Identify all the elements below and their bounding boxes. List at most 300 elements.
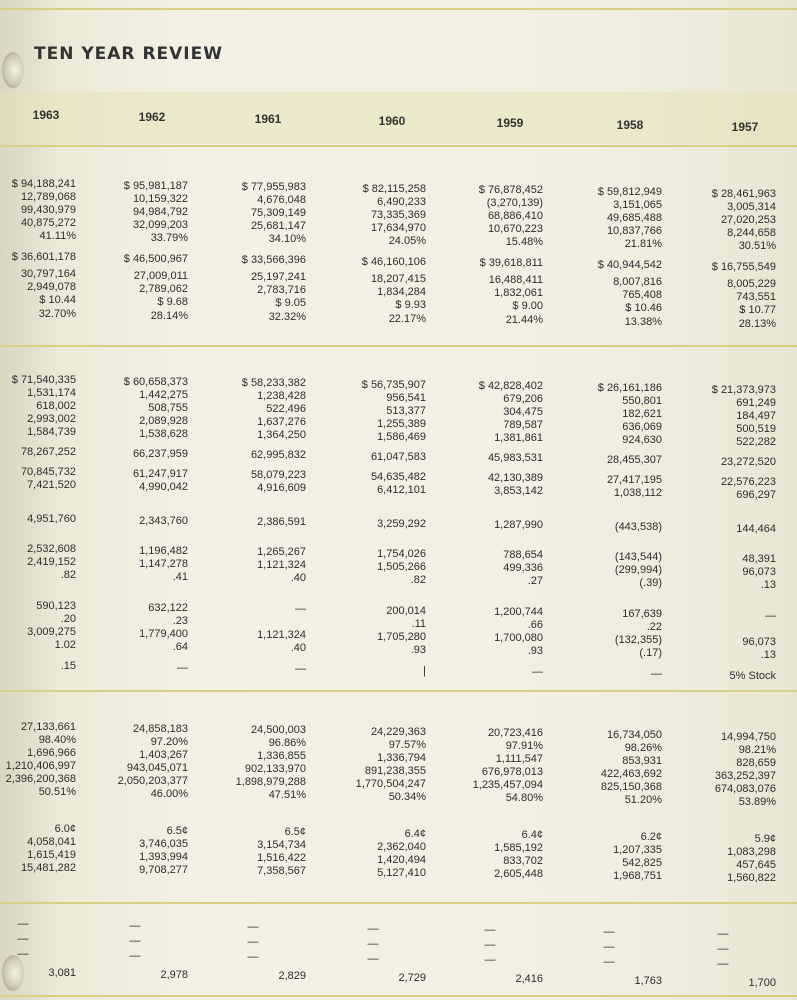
year-header-1958: 1958 xyxy=(616,118,644,132)
cell-1961-s2-3: 1,637,276 xyxy=(257,416,306,429)
cell-1960-s2-13: .11 xyxy=(411,617,426,630)
cell-1960-s2-4: 1,586,469 xyxy=(377,430,426,443)
cell-1958-s2-1: 550,801 xyxy=(622,395,662,407)
rule-2 xyxy=(0,345,797,347)
cell-1958-s1-8: $ 10.46 xyxy=(625,302,662,314)
cell-1962-s3-0: 24,858,183 xyxy=(132,722,188,735)
cell-1957-s1-7: 743,551 xyxy=(736,290,776,303)
cell-1957-s2-0: $ 21,373,973 xyxy=(711,383,776,396)
cell-1957-s2-7: 696,297 xyxy=(736,488,776,501)
cell-1961-s1-8: $ 9.05 xyxy=(275,297,306,310)
cell-1963-s1-2: 99,430,979 xyxy=(20,204,76,216)
binder-hole-top xyxy=(2,52,24,88)
cell-1959-s1-2: 68,886,410 xyxy=(487,210,543,223)
cell-1961-s3-0: 24,500,003 xyxy=(250,724,306,737)
cell-1957-s2-3: 500,519 xyxy=(736,422,776,435)
cell-1961-s1-4: 34.10% xyxy=(268,233,306,246)
cell-1959-s2-12: 1,200,744 xyxy=(494,606,543,619)
cell-1962-s2-16: — xyxy=(177,661,188,674)
cell-1962-s2-0: $ 60,658,373 xyxy=(123,375,188,388)
cell-1957-s3-5: 53.89% xyxy=(738,795,776,808)
cell-1960-s2-10: 1,505,266 xyxy=(377,560,426,573)
cell-1958-s1-9: 13.38% xyxy=(624,316,662,328)
cell-1959-s2-3: 789,587 xyxy=(503,419,543,432)
cell-1962-s3-9: 9,708,277 xyxy=(139,863,188,876)
cell-1963-s3-8: 1,615,419 xyxy=(27,849,76,861)
cell-1960-s2-2: 513,377 xyxy=(386,404,426,417)
cell-1962-s2-11: .41 xyxy=(172,570,188,583)
rule-top xyxy=(0,8,797,10)
cell-1959-s1-7: 1,832,061 xyxy=(494,287,543,300)
cell-1962-s4-2: — xyxy=(129,949,141,962)
cell-1959-s1-8: $ 9.00 xyxy=(512,300,543,313)
cell-1958-s1-4: 21.81% xyxy=(624,238,662,250)
cell-1963-s2-6: 70,845,732 xyxy=(20,466,76,478)
cell-1959-s3-4: 1,235,457,094 xyxy=(472,779,543,792)
cell-1960-s2-15: .93 xyxy=(410,643,426,656)
cell-1961-s2-5: 62,995,832 xyxy=(250,449,306,462)
cell-1963-s4-3: 3,081 xyxy=(48,967,76,979)
cell-1957-s3-7: 1,083,298 xyxy=(727,845,776,858)
cell-1957-s2-6: 22,576,223 xyxy=(720,475,776,488)
cell-1962-s2-6: 61,247,917 xyxy=(132,467,188,480)
rule-1 xyxy=(0,145,797,147)
cell-1957-s3-0: 14,994,750 xyxy=(720,730,776,743)
cell-1963-s2-2: 618,002 xyxy=(36,400,76,412)
cell-1962-s1-1: 10,159,322 xyxy=(132,192,188,205)
cell-1958-s4-3: 1,763 xyxy=(634,975,662,987)
cell-1957-s4-3: 1,700 xyxy=(748,976,776,989)
cell-1963-s4-1: — xyxy=(17,933,29,945)
cell-1961-s4-2: — xyxy=(247,951,259,964)
cell-1960-s1-5: $ 46,160,106 xyxy=(361,255,426,268)
cell-1963-s4-0: — xyxy=(17,918,29,930)
cell-1961-s4-3: 2,829 xyxy=(278,970,306,983)
cell-1963-s3-2: 1,696,966 xyxy=(27,747,76,759)
cell-1960-s1-2: 73,335,369 xyxy=(370,208,426,221)
cell-1957-s4-1: — xyxy=(717,942,729,955)
cell-1962-s1-9: 28.14% xyxy=(150,309,188,322)
cell-1958-s3-9: 1,968,751 xyxy=(613,870,662,882)
cell-1961-s3-6: 6.5¢ xyxy=(284,826,306,839)
cell-1961-s2-11: .40 xyxy=(290,572,306,585)
cell-1958-s2-6: 27,417,195 xyxy=(606,474,662,486)
cell-1958-s2-0: $ 26,161,186 xyxy=(597,382,662,394)
cell-1958-s2-8: (443,538) xyxy=(614,521,662,533)
cell-1962-s2-1: 1,442,275 xyxy=(139,388,188,401)
cell-1959-s4-0: — xyxy=(484,924,496,937)
cell-1960-s2-7: 6,412,101 xyxy=(377,483,426,496)
cell-1962-s1-5: $ 46,500,967 xyxy=(123,252,188,265)
cell-1959-s2-11: .27 xyxy=(527,575,543,588)
cell-1957-s1-9: 28.13% xyxy=(738,317,776,330)
cell-1957-s3-9: 1,560,822 xyxy=(727,871,776,884)
cell-1957-s1-8: $ 10.77 xyxy=(739,303,776,316)
cell-1957-s2-12: — xyxy=(765,609,776,622)
cell-1961-s1-6: 25,197,241 xyxy=(250,271,306,284)
cell-1960-s1-8: $ 9.93 xyxy=(395,298,426,311)
cell-1963-s1-9: 32.70% xyxy=(38,308,76,320)
cell-1960-s1-6: 18,207,415 xyxy=(370,272,426,285)
cell-1961-s3-4: 1,898,979,288 xyxy=(235,776,306,789)
cell-1961-s3-3: 902,133,970 xyxy=(244,763,306,776)
cell-1958-s3-3: 422,463,692 xyxy=(600,768,662,780)
cell-1963-s2-3: 2,993,002 xyxy=(27,413,76,425)
cell-1959-s2-6: 42,130,389 xyxy=(487,472,543,485)
cell-1963-s3-7: 4,058,041 xyxy=(27,836,76,848)
cell-1959-s2-4: 1,381,861 xyxy=(494,432,543,445)
cell-1963-s1-5: $ 36,601,178 xyxy=(11,251,76,263)
cell-1962-s3-3: 943,045,071 xyxy=(126,761,188,774)
cell-1959-s2-14: 1,700,080 xyxy=(494,632,543,645)
cell-1957-s1-5: $ 16,755,549 xyxy=(711,260,776,273)
cell-1962-s4-1: — xyxy=(129,934,141,947)
cell-1958-s2-12: 167,639 xyxy=(622,608,662,620)
cell-1962-s1-3: 32,099,203 xyxy=(132,218,188,231)
cell-1960-s3-7: 2,362,040 xyxy=(377,840,426,853)
cell-1962-s4-0: — xyxy=(129,919,141,932)
cell-1959-s3-2: 1,111,547 xyxy=(495,753,543,766)
cell-1958-s4-2: — xyxy=(603,956,615,968)
cell-1959-s3-7: 1,585,192 xyxy=(494,842,543,855)
rule-3 xyxy=(0,690,797,692)
cell-1962-s2-13: .23 xyxy=(172,614,188,627)
cell-1963-s2-10: 2,419,152 xyxy=(27,556,76,568)
cell-1957-s2-9: 48,391 xyxy=(742,552,776,565)
cell-1960-s1-9: 22.17% xyxy=(388,312,426,325)
cell-1962-s2-12: 632,122 xyxy=(148,601,188,614)
cell-1963-s4-2: — xyxy=(17,948,29,960)
cell-1962-s1-0: $ 95,981,187 xyxy=(123,179,188,192)
cell-1959-s2-8: 1,287,990 xyxy=(494,519,543,532)
cell-1958-s4-0: — xyxy=(603,926,615,938)
cell-1959-s1-3: 10,670,223 xyxy=(487,223,543,236)
cell-1957-s3-6: 5.9¢ xyxy=(754,832,776,845)
cell-1963-s2-8: 4,951,760 xyxy=(27,513,76,525)
cell-1958-s2-15: (.17) xyxy=(639,647,662,659)
cell-1959-s3-1: 97.91% xyxy=(505,740,543,753)
cell-1962-s1-7: 2,789,062 xyxy=(139,282,188,295)
cell-1961-s2-10: 1,121,324 xyxy=(257,559,306,572)
cell-1963-s3-4: 2,396,200,368 xyxy=(5,773,76,785)
cell-1963-s3-9: 15,481,282 xyxy=(20,862,76,874)
cell-1960-s2-12: 200,014 xyxy=(386,604,426,617)
cell-1958-s3-2: 853,931 xyxy=(622,755,662,767)
cell-1963-s1-6: 30,797,164 xyxy=(20,268,76,280)
cell-1963-s1-0: $ 94,188,241 xyxy=(11,178,76,190)
cell-1959-s2-13: .66 xyxy=(527,619,543,632)
cell-1959-s3-9: 2,605,448 xyxy=(494,868,543,881)
cell-1959-s3-0: 20,723,416 xyxy=(487,727,543,740)
cell-1960-s1-4: 24.05% xyxy=(388,234,426,247)
cell-1962-s3-8: 1,393,994 xyxy=(139,850,188,863)
cell-1963-s3-5: 50.51% xyxy=(38,786,76,798)
cell-1957-s4-0: — xyxy=(717,927,729,940)
cell-1957-s1-4: 30.51% xyxy=(738,239,776,252)
cell-1958-s1-3: 10,837,766 xyxy=(606,225,662,237)
cell-1963-s1-1: 12,789,068 xyxy=(20,191,76,203)
cell-1957-s2-15: .13 xyxy=(760,648,776,661)
cell-1963-s2-5: 78,267,252 xyxy=(20,446,76,458)
cell-1957-s2-16: 5% Stock xyxy=(729,669,776,682)
cell-1963-s2-9: 2,532,608 xyxy=(27,543,76,555)
cell-1957-s1-3: 8,244,658 xyxy=(727,226,776,239)
cell-1961-s1-7: 2,783,716 xyxy=(257,284,306,297)
cell-1957-s3-3: 363,252,397 xyxy=(714,769,776,782)
cell-1959-s3-6: 6.4¢ xyxy=(521,829,543,842)
cell-1961-s3-2: 1,336,855 xyxy=(257,750,306,763)
year-header-1960: 1960 xyxy=(378,114,406,128)
cell-1957-s2-2: 184,497 xyxy=(736,409,776,422)
cell-1958-s1-5: $ 40,944,542 xyxy=(597,259,662,271)
cell-1957-s2-5: 23,272,520 xyxy=(720,455,776,468)
cell-1961-s1-0: $ 77,955,983 xyxy=(241,181,306,194)
cell-1961-s2-9: 1,265,267 xyxy=(257,546,306,559)
cell-1960-s4-2: — xyxy=(367,952,379,965)
cell-1959-s4-2: — xyxy=(484,954,496,967)
cell-1962-s2-15: .64 xyxy=(172,640,188,653)
cell-1957-s1-6: 8,005,229 xyxy=(727,277,776,290)
cell-1957-s3-8: 457,645 xyxy=(736,858,776,871)
cell-1961-s3-7: 3,154,734 xyxy=(257,839,306,852)
cell-1963-s2-13: .20 xyxy=(60,613,76,625)
cell-1963-s2-1: 1,531,174 xyxy=(27,387,76,399)
cell-1961-s1-9: 32.32% xyxy=(268,311,306,324)
cell-1963-s1-7: 2,949,078 xyxy=(27,281,76,293)
cell-1957-s2-1: 691,249 xyxy=(736,396,776,409)
cell-1957-s2-8: 144,464 xyxy=(736,522,776,535)
cell-1960-s2-14: 1,705,280 xyxy=(377,630,426,643)
cell-1961-s2-4: 1,364,250 xyxy=(257,429,306,442)
cell-1962-s2-4: 1,538,628 xyxy=(139,427,188,440)
cell-1963-s1-8: $ 10.44 xyxy=(39,294,76,306)
cell-1958-s3-8: 542,825 xyxy=(622,857,662,869)
cell-1960-s4-0: — xyxy=(367,922,379,935)
cell-1957-s3-2: 828,659 xyxy=(736,756,776,769)
cell-1961-s3-1: 96.86% xyxy=(268,737,306,750)
rule-4 xyxy=(0,902,797,904)
year-header-1959: 1959 xyxy=(496,116,524,130)
cell-1961-s1-2: 75,309,149 xyxy=(250,207,306,220)
cell-1962-s3-7: 3,746,035 xyxy=(139,837,188,850)
cell-1960-s3-9: 5,127,410 xyxy=(377,866,426,879)
cell-1962-s2-8: 2,343,760 xyxy=(139,514,188,527)
cell-1957-s2-14: 96,073 xyxy=(742,635,776,648)
rule-bottom xyxy=(0,995,797,997)
cell-1961-s2-2: 522,496 xyxy=(266,403,306,416)
cell-1959-s2-16: — xyxy=(532,666,543,679)
cell-1962-s1-8: $ 9.68 xyxy=(157,295,188,308)
cell-1961-s2-6: 58,079,223 xyxy=(250,469,306,482)
cell-1959-s3-3: 676,978,013 xyxy=(481,766,543,779)
cell-1960-s3-5: 50.34% xyxy=(388,790,426,803)
cell-1958-s3-1: 98.26% xyxy=(624,742,662,754)
cell-1958-s1-6: 8,007,816 xyxy=(613,276,662,288)
cell-1957-s3-1: 98.21% xyxy=(738,743,776,756)
cell-1959-s2-1: 679,206 xyxy=(503,393,543,406)
cell-1962-s3-4: 2,050,203,377 xyxy=(117,774,188,787)
cell-1962-s4-3: 2,978 xyxy=(160,968,188,981)
cell-1958-s3-6: 6.2¢ xyxy=(640,831,662,843)
cell-1957-s2-11: .13 xyxy=(760,578,776,591)
cell-1958-s2-14: (132,355) xyxy=(614,634,662,646)
cell-1957-s3-4: 674,083,076 xyxy=(714,782,776,795)
cell-1961-s2-16: — xyxy=(295,663,306,676)
cell-1962-s1-2: 94,984,792 xyxy=(132,205,188,218)
cell-1959-s2-7: 3,853,142 xyxy=(494,485,543,498)
cell-1959-s2-2: 304,475 xyxy=(503,406,543,419)
cell-1962-s2-5: 66,237,959 xyxy=(132,447,188,460)
cell-1962-s3-5: 46.00% xyxy=(150,787,188,800)
cell-1963-s2-14: 3,009,275 xyxy=(27,626,76,638)
cell-1958-s3-0: 16,734,050 xyxy=(606,729,662,741)
cell-1960-s1-1: 6,490,233 xyxy=(377,195,426,208)
cell-1959-s1-1: (3,270,139) xyxy=(486,197,543,210)
cell-1962-s2-10: 1,147,278 xyxy=(139,557,188,570)
cell-1961-s2-8: 2,386,591 xyxy=(257,516,306,529)
cell-1961-s2-0: $ 58,233,382 xyxy=(241,377,306,390)
cell-1962-s1-4: 33.79% xyxy=(150,231,188,244)
cell-1959-s4-3: 2,416 xyxy=(515,973,543,986)
cell-1960-s3-8: 1,420,494 xyxy=(377,853,426,866)
cell-1962-s2-3: 2,089,928 xyxy=(139,414,188,427)
cell-1959-s2-10: 499,336 xyxy=(503,562,543,575)
cell-1959-s1-6: 16,488,411 xyxy=(488,274,543,287)
cell-1963-s2-4: 1,584,739 xyxy=(27,426,76,438)
year-header-1962: 1962 xyxy=(138,110,166,124)
cell-1961-s2-1: 1,238,428 xyxy=(257,390,306,403)
cell-1959-s3-8: 833,702 xyxy=(503,855,543,868)
cell-1958-s2-11: (.39) xyxy=(639,577,662,589)
cell-1961-s3-8: 1,516,422 xyxy=(257,852,306,865)
cell-1958-s3-7: 1,207,335 xyxy=(613,844,662,856)
cell-1960-s4-3: 2,729 xyxy=(398,971,426,984)
cell-1960-s2-16: | xyxy=(423,664,426,677)
cell-1959-s2-9: 788,654 xyxy=(503,549,543,562)
cell-1963-s3-1: 98.40% xyxy=(38,734,76,746)
cell-1960-s2-6: 54,635,482 xyxy=(370,470,426,483)
cell-1960-s3-1: 97.57% xyxy=(388,738,426,751)
cell-1960-s3-3: 891,238,355 xyxy=(364,764,426,777)
year-header-1957: 1957 xyxy=(731,120,759,134)
cell-1960-s2-5: 61,047,583 xyxy=(370,450,426,463)
cell-1963-s1-3: 40,875,272 xyxy=(20,217,76,229)
cell-1960-s2-11: .82 xyxy=(410,573,426,586)
cell-1958-s2-16: — xyxy=(651,668,662,680)
cell-1963-s2-7: 7,421,520 xyxy=(27,479,76,491)
cell-1961-s1-5: $ 33,566,396 xyxy=(241,254,306,267)
cell-1957-s2-4: 522,282 xyxy=(736,435,776,448)
cell-1962-s2-14: 1,779,400 xyxy=(139,627,188,640)
cell-1963-s2-11: .82 xyxy=(60,569,76,581)
cell-1960-s2-1: 956,541 xyxy=(386,391,426,404)
cell-1963-s2-15: 1.02 xyxy=(54,639,76,651)
cell-1958-s2-5: 28,455,307 xyxy=(606,454,662,466)
cell-1961-s2-15: .40 xyxy=(290,642,306,655)
cell-1963-s2-16: .15 xyxy=(60,660,76,672)
cell-1958-s1-7: 765,408 xyxy=(622,289,662,301)
cell-1962-s2-2: 508,755 xyxy=(148,401,188,414)
cell-1963-s2-0: $ 71,540,335 xyxy=(11,374,76,386)
cell-1959-s4-1: — xyxy=(484,939,496,952)
cell-1961-s3-5: 47.51% xyxy=(268,789,306,802)
cell-1960-s3-6: 6.4¢ xyxy=(404,827,426,840)
cell-1961-s2-12: — xyxy=(295,603,306,616)
cell-1960-s2-9: 1,754,026 xyxy=(377,547,426,560)
cell-1960-s2-8: 3,259,292 xyxy=(377,517,426,530)
cell-1962-s2-9: 1,196,482 xyxy=(139,544,188,557)
cell-1962-s3-6: 6.5¢ xyxy=(166,824,188,837)
cell-1959-s3-5: 54.80% xyxy=(505,792,543,805)
cell-1958-s4-1: — xyxy=(603,941,615,953)
cell-1959-s1-9: 21.44% xyxy=(505,314,543,327)
cell-1961-s2-7: 4,916,609 xyxy=(257,482,306,495)
cell-1958-s2-7: 1,038,112 xyxy=(613,487,662,499)
cell-1960-s3-4: 1,770,504,247 xyxy=(355,777,426,790)
cell-1960-s4-1: — xyxy=(367,937,379,950)
cell-1961-s4-0: — xyxy=(247,921,259,934)
cell-1963-s3-0: 27,133,661 xyxy=(20,721,76,733)
cell-1957-s1-0: $ 28,461,963 xyxy=(711,187,776,200)
cell-1960-s3-0: 24,229,363 xyxy=(370,725,426,738)
cell-1959-s1-4: 15.48% xyxy=(505,236,543,249)
cell-1957-s4-2: — xyxy=(717,957,729,970)
cell-1961-s1-1: 4,676,048 xyxy=(257,194,306,207)
cell-1963-s3-3: 1,210,406,997 xyxy=(5,760,76,772)
cell-1963-s1-4: 41.11% xyxy=(39,230,76,242)
cell-1962-s1-6: 27,009,011 xyxy=(133,269,188,282)
cell-1959-s2-0: $ 42,828,402 xyxy=(478,380,543,393)
year-header-1961: 1961 xyxy=(254,112,282,126)
cell-1958-s2-13: .22 xyxy=(646,621,662,633)
cell-1957-s1-2: 27,020,253 xyxy=(720,213,776,226)
cell-1958-s3-5: 51.20% xyxy=(624,794,662,806)
cell-1958-s1-0: $ 59,812,949 xyxy=(597,186,662,198)
cell-1960-s2-3: 1,255,389 xyxy=(377,417,426,430)
cell-1960-s2-0: $ 56,735,907 xyxy=(361,378,426,391)
cell-1958-s2-10: (299,994) xyxy=(614,564,662,576)
cell-1963-s2-12: 590,123 xyxy=(36,600,76,612)
cell-1958-s1-1: 3,151,065 xyxy=(613,199,662,211)
cell-1959-s2-5: 45,983,531 xyxy=(487,452,543,465)
cell-1959-s1-5: $ 39,618,811 xyxy=(479,257,543,270)
cell-1957-s2-10: 96,073 xyxy=(742,565,776,578)
cell-1960-s3-2: 1,336,794 xyxy=(377,751,426,764)
cell-1958-s3-4: 825,150,368 xyxy=(600,781,662,793)
cell-1960-s1-3: 17,634,970 xyxy=(370,221,426,234)
cell-1960-s1-7: 1,834,284 xyxy=(377,285,426,298)
cell-1963-s3-6: 6.0¢ xyxy=(54,823,76,835)
cell-1961-s4-1: — xyxy=(247,936,259,949)
cell-1959-s1-0: $ 76,878,452 xyxy=(478,184,543,197)
cell-1960-s1-0: $ 82,115,258 xyxy=(362,182,426,195)
year-header-1963: 1963 xyxy=(32,108,60,122)
cell-1961-s1-3: 25,681,147 xyxy=(250,220,306,233)
cell-1958-s2-3: 636,069 xyxy=(622,421,662,433)
cell-1958-s2-2: 182,621 xyxy=(622,408,662,420)
cell-1962-s3-1: 97.20% xyxy=(150,735,188,748)
cell-1958-s2-9: (143,544) xyxy=(614,551,662,563)
cell-1961-s2-14: 1,121,324 xyxy=(257,629,306,642)
cell-1959-s2-15: .93 xyxy=(527,645,543,658)
page-title: TEN YEAR REVIEW xyxy=(34,44,223,64)
cell-1962-s2-7: 4,990,042 xyxy=(139,480,188,493)
cell-1962-s3-2: 1,403,267 xyxy=(139,748,188,761)
cell-1961-s3-9: 7,358,567 xyxy=(257,865,306,878)
cell-1958-s2-4: 924,630 xyxy=(622,434,662,446)
cell-1958-s1-2: 49,685,488 xyxy=(606,212,662,224)
cell-1957-s1-1: 3,005,314 xyxy=(727,200,776,213)
